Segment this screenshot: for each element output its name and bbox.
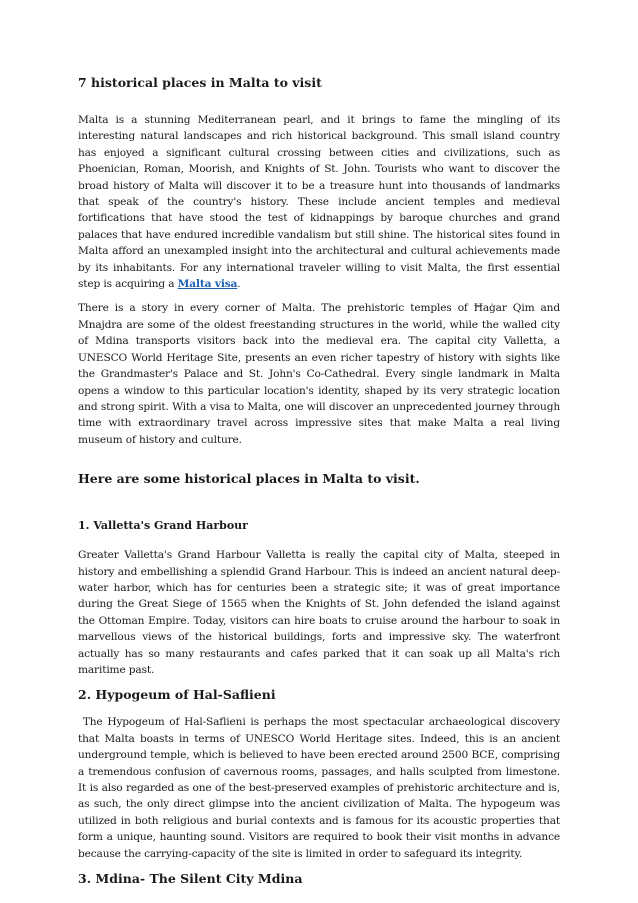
document-title: 7 historical places in Malta to visit	[78, 75, 322, 90]
place-heading-mdina: 3. Mdina- The Silent City Mdina	[78, 871, 303, 887]
place-heading-hypogeum: 2. Hypogeum of Hal-Saflieni	[78, 687, 276, 703]
malta-visa-link[interactable]: Malta visa	[177, 278, 238, 291]
intro-paragraph-text: Malta is a stunning Mediterranean pearl, and it brings to fame the mingling of its interesting natural landscapes and rich historical background. This small island country has enjoyed a significant cultural crossing between cities and civilizations, such as Phoenician, Roman, Moorish, and Knights of St. John. Tourists who want to discover the broad history of Malta will discover it to be a treasure hunt into thousands of landmarks that speak of the country's history. These include ancient temples and medieval fortifications that have stood the test of kidnappings by baroque churches and grand palaces that have endured incredible vandalism but still shine. The historical sites found in Malta afford an unexampled insight into the architectural and cultural achievements made by its inhabitants. For any international traveler willing to visit Malta, the first essential step is acquiring a	[78, 114, 560, 291]
place-text-valletta: Greater Valletta's Grand Harbour Valletta is really the capital city of Malta, steeped in history and embellishing a splendid Grand Harbour. This is indeed an ancient natural deep-water harbor, which has for centuries been a strategic site; it was of great importance during the Great Siege of 1565 when the Knights of St. John defended the island against the Ottoman Empire. Today, visitors can hire boats to cruise around the harbour to soak in marvellous views of the historical buildings, forts and impressive sky. The waterfront actually has so many restaurants and cafes parked that it can soak up all Malta's rich maritime past.	[78, 549, 560, 676]
place-heading-valletta: 1. Valletta's Grand Harbour	[78, 519, 248, 533]
place-text-hypogeum	[78, 714, 560, 862]
intro-paragraph-2: There is a story in every corner of Malta. The prehistoric temples of Ħaġar Qim and Mnajdra are some of the oldest freestanding structures in the world, while the walled city of Mdina transports visitors back into the medieval era. The capital city Valletta, a UNESCO World Heritage Site, presents an even richer tapestry of history with sights like the Grandmaster's Palace and St. John's Co-Cathedral. Every single landmark in Malta opens a window to this particular location's identity, shaped by its very strategic location and strong spirit. With a visa to Malta, one will discover an unprecedented journey through time with extraordinary travel across impressive sites that make Malta a real living museum of history and culture.	[78, 302, 560, 446]
intro-paragraph-end: .	[237, 278, 241, 291]
intro-paragraph	[78, 112, 560, 292]
section-heading: Here are some historical places in Malta to visit.	[78, 471, 420, 487]
place-text-hypogeum-body: The Hypogeum of Hal-Saflieni is perhaps the most spectacular archaeological discovery that Malta boasts in terms of UNESCO World Heritage sites. Indeed, this is an ancient underground temple, which is believed to have been erected around 2500 BCE, comprising a tremendous confusion of cavernous rooms, passages, and halls sculpted from limestone. It is also regarded as one of the best-preserved examples of prehistoric architecture and is, as such, the only direct glimpse into the ancient civilization of Malta. The hypogeum was utilized in both religious and burial contexts and is famous for its acoustic properties that form a unique, haunting sound. Visitors are required to book their visit months in advance because the carrying-capacity of the site is limited in order to safeguard its integrity.	[78, 716, 560, 860]
